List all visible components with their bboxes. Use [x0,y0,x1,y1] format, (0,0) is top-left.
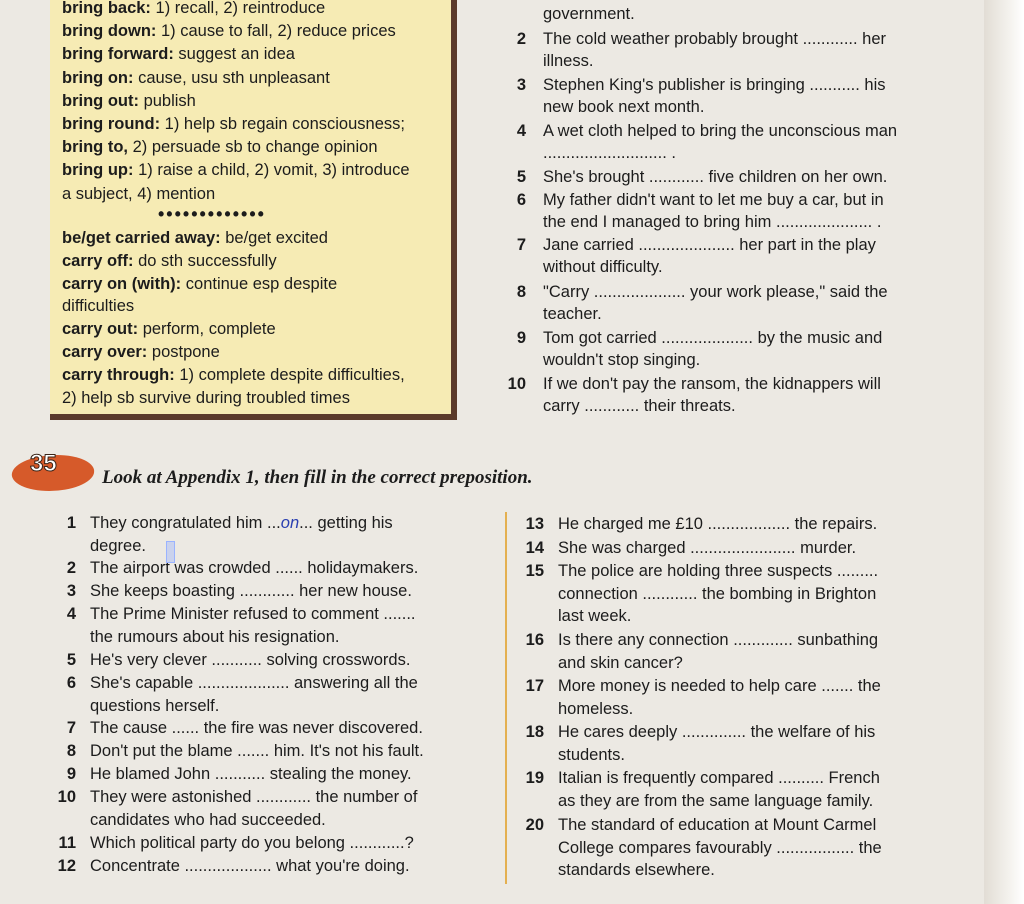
question-number: 4 [516,122,526,140]
question-number: 8 [516,283,526,301]
question-text: The cause ...... the fire was never discovered. [90,719,423,737]
question-number: 10 [507,375,526,393]
glossary-entry [62,342,220,362]
question-text: He blamed John ........... stealing the money. [90,765,412,783]
glossary-definition: 1) complete despite difficulties, [174,366,405,384]
question-text: ........................... . [543,144,676,162]
question-text: College compares favourably ................. the [558,838,882,857]
question-text: He cares deeply .............. the welfare of his [558,723,876,741]
glossary-entry [62,21,396,41]
glossary-term: bring up: [62,161,134,180]
question-number: 2 [516,30,526,48]
question-text: Don't put the blame ....... him. It's not his fault. [90,742,424,760]
question-text: new book next month. [543,98,705,116]
glossary-definition: continue esp despite [181,275,338,293]
question-text: degree. [90,536,146,555]
question-text: the end I managed to bring him ..................... . [543,213,882,231]
question-text: Concentrate ................... what you're doing. [90,857,410,875]
glossary-term: bring to, [62,138,128,157]
glossary-entry [62,137,378,157]
question-text: Jane carried ..................... her part in the play [543,236,876,254]
question-text: She's brought ............ five children on her own. [543,168,888,186]
glossary-term: bring on: [62,68,134,87]
section-number: 35 [30,450,57,477]
question-number: 8 [66,742,76,760]
glossary-term: bring forward: [62,45,174,64]
question-text: carry ............ their threats. [543,397,736,415]
question-number: 12 [57,857,76,875]
question-number: 10 [57,788,76,806]
question-number: 16 [525,631,544,649]
question-text: He's very clever ........... solving crosswords. [90,651,411,669]
question-text: Stephen King's publisher is bringing ........... his [543,76,886,94]
question-text: wouldn't stop singing. [543,351,701,369]
page-edge [984,0,1024,904]
question-text: Tom got carried .................... by the music and [543,329,883,347]
question-number: 13 [525,515,544,533]
question-text: as they are from the same language family. [558,791,874,810]
column-divider [505,512,507,884]
question-text: last week. [558,607,632,625]
question-number: 9 [516,329,526,347]
glossary-entry [62,365,405,385]
question-text: standards elsewhere. [558,861,715,879]
glossary-entry [62,68,330,88]
question-number: 7 [516,236,526,254]
question-text: A wet cloth helped to bring the unconscious man [543,122,898,140]
question-text: The cold weather probably brought ............ her [543,30,887,48]
glossary-entry [62,44,295,64]
question-text: The airport was crowded ...... holidaymakers. [90,559,419,577]
question-text: illness. [543,52,594,70]
question-text: If we don't pay the ransom, the kidnappers will [543,375,881,393]
question-text: connection ............ the bombing in Brighton [558,584,877,603]
question-text: The standard of education at Mount Carmel [558,816,877,834]
glossary-definition: a subject, 4) mention [62,184,216,203]
question-number: 3 [516,76,526,94]
question-number: 6 [516,191,526,209]
glossary-definition: 2) help sb survive during troubled times [62,389,350,407]
glossary-definition: perform, complete [138,320,276,338]
glossary-term: be/get carried away: [62,229,221,247]
question-text: students. [558,745,625,764]
text-cursor-marker [166,541,175,563]
glossary-term: carry through: [62,366,175,384]
question-text: without difficulty. [543,258,663,276]
glossary-definition: 1) help sb regain consciousness; [160,115,405,133]
question-text: and skin cancer? [558,653,683,672]
glossary-term: bring out: [62,91,139,110]
question-number: 9 [66,765,76,783]
glossary-entry [62,184,215,204]
question-number: 20 [525,816,544,834]
question-number: 15 [525,562,544,580]
question-text: The Prime Minister refused to comment ....... [90,605,416,623]
glossary-entry [62,388,350,408]
glossary-definition: be/get excited [220,229,328,247]
glossary-term: bring down: [62,22,157,41]
question-number: 1 [66,514,76,532]
glossary-definition: 1) cause to fall, 2) reduce prices [156,22,396,41]
glossary-definition: cause, usu sth unpleasant [133,68,330,87]
question-number: 11 [58,834,76,852]
question-number: 3 [66,582,76,600]
question-number: 7 [66,719,76,737]
question-text: The police are holding three suspects ......... [558,562,879,580]
question-number: 5 [66,651,76,669]
question-number: 5 [516,168,526,186]
question-number: 17 [525,677,544,695]
question-text: They were astonished ............ the number of [90,788,418,806]
filled-answer: on [280,514,300,532]
question-text: homeless. [558,699,634,718]
glossary-entry [62,274,337,294]
question-number: 2 [66,559,76,577]
glossary-definition: 1) recall, 2) reintroduce [150,0,326,17]
glossary-separator: ••••••••••••• [158,204,266,224]
glossary-term: bring round: [62,115,161,133]
question-text: Is there any connection ............. sunbathing [558,631,879,649]
question-text: teacher. [543,305,602,323]
glossary-entry [62,91,196,111]
question-text: More money is needed to help care ....... the [558,677,881,695]
glossary-term: carry on (with): [62,275,182,293]
question-number: 14 [525,539,544,557]
question-text: Which political party do you belong ............? [90,834,414,852]
question-text: My father didn't want to let me buy a car, but in [543,191,884,209]
question-number: 4 [66,605,76,623]
glossary-term: carry over: [62,343,148,361]
question-text: They congratulated him ...on... getting his [90,514,393,532]
glossary-entry [62,114,405,134]
question-text: She's capable .................... answering all the [90,674,418,692]
question-text: Italian is frequently compared .......... French [558,769,880,787]
glossary-entry [62,251,277,271]
glossary-definition: publish [138,91,196,110]
question-text: He charged me £10 .................. the repairs. [558,515,878,533]
glossary-term: carry out: [62,320,139,338]
glossary-definition: postpone [147,343,220,361]
question-text: government. [543,5,635,23]
question-text: questions herself. [90,696,220,715]
glossary-term: bring back: [62,0,151,17]
glossary-definition: 2) persuade sb to change opinion [127,138,378,157]
glossary-entry [62,319,276,339]
glossary-definition: difficulties [62,297,135,315]
question-text: candidates who had succeeded. [90,810,326,829]
question-number: 6 [66,674,76,692]
question-number: 18 [525,723,544,741]
glossary-entry [62,296,134,316]
glossary-term: carry off: [62,252,134,270]
glossary-entry [62,160,410,180]
glossary-entry [62,0,325,18]
glossary-definition: suggest an idea [173,45,295,64]
question-text: She keeps boasting ............ her new house. [90,582,412,600]
glossary-definition: do sth successfully [133,252,277,270]
question-text: "Carry .................... your work please," said the [543,283,888,301]
section-instruction: Look at Appendix 1, then fill in the correct preposition. [102,467,533,488]
question-text: She was charged ....................... murder. [558,539,857,557]
glossary-definition: 1) raise a child, 2) vomit, 3) introduce [133,161,410,180]
question-number: 19 [525,769,544,787]
glossary-entry [62,228,328,248]
question-text: the rumours about his resignation. [90,627,340,646]
